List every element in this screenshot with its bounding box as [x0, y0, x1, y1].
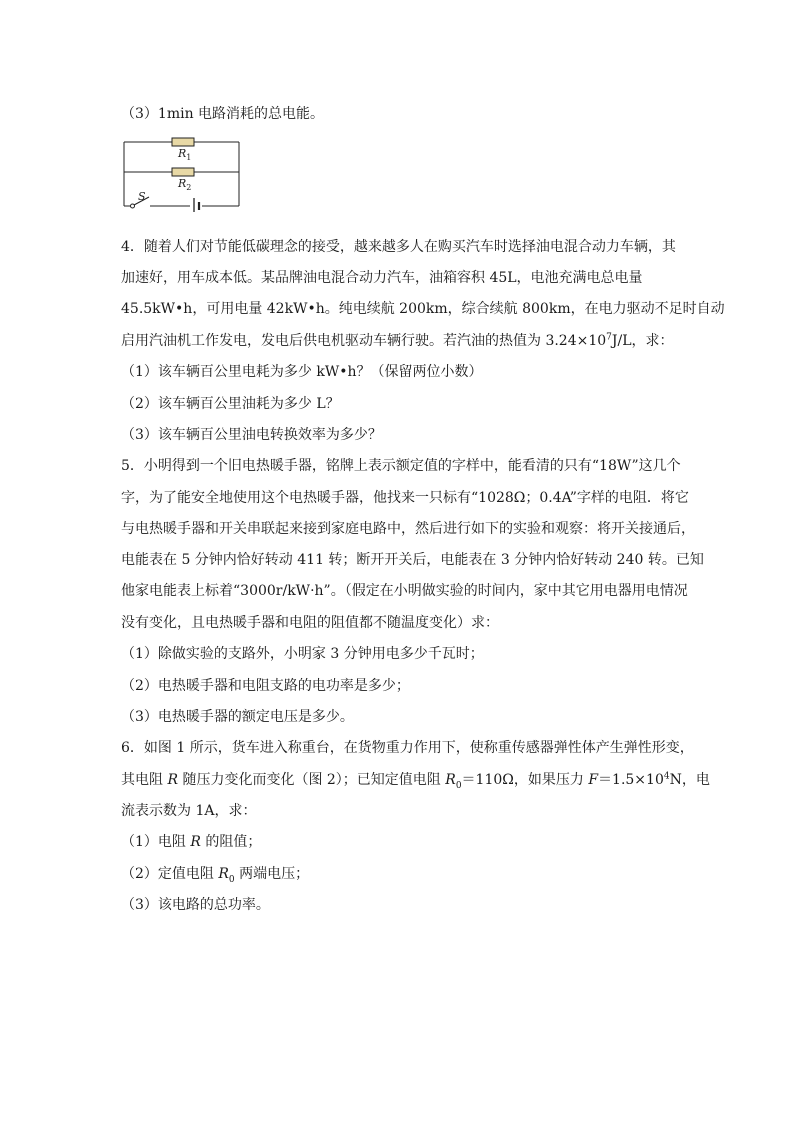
circuit-diagram: [118, 132, 242, 212]
r1-label: R: [178, 147, 187, 160]
q6-line1: 6．如图 1 所示，货车进入称重台，在货物重力作用下，使称重传感器弹性体产生弹性形变，: [121, 740, 694, 756]
q5-line6: 没有变化，且电热暖手器和电阻的阻值都不随温度变化）求：: [121, 615, 499, 631]
resistor-r2: [172, 168, 194, 176]
r2-subscript: 2: [186, 183, 192, 192]
q5-sub3: （3）电热暖手器的额定电压是多少。: [121, 709, 354, 725]
q6-sub2: （2）定值电阻 $R_0$ 两端电压；: [121, 866, 310, 885]
q5-line5: 他家电能表上标着“3000r/kW·h”。（假定在小明做实验的时间内，家中其它用电器用电情况: [121, 583, 688, 599]
q4-sub2: （2）该车辆百公里油耗为多少 L？: [121, 396, 340, 412]
switch-label: S: [138, 190, 146, 203]
q6-sub1: （1）电阻 R 的阻值；: [121, 834, 262, 850]
q3-item3: （3）1min 电路消耗的总电能。: [121, 106, 325, 122]
q4-line2: 加速好，用车成本低。某品牌油电混合动力汽车，油箱容积 45L，电池充满电总电量: [121, 270, 643, 286]
q5-sub2: （2）电热暖手器和电阻支路的电功率是多少；: [121, 678, 410, 694]
r2-label: R: [178, 177, 187, 190]
svg-text:R1: [177, 147, 191, 162]
q4-line1: 4．随着人们对节能低碳理念的接受，越来越多人在购买汽车时选择油电混合动力车辆，其: [121, 239, 676, 255]
q4-line3: 45.5kW•h，可用电量 42kW•h。纯电续航 200km，综合续航 800km，在电力驱动不足时自动: [121, 301, 725, 317]
q5-line1: 5．小明得到一个旧电热暖手器，铭牌上表示额定值的字样中，能看清的只有“18W”这几个: [121, 458, 681, 474]
q6-line2: 其电阻 R 随压力变化而变化（图 2）；已知定值电阻 $R_0=110\Omega$，如果压力 $F=1.5\times 10^4N$，电: [121, 771, 710, 791]
q6-line3: 流表示数为 1A，求：: [121, 803, 257, 819]
q5-line3: 与电热暖手器和开关串联起来接到家庭电路中，然后进行如下的实验和观察：将开关接通后，: [121, 521, 695, 537]
r1-subscript: 1: [186, 153, 192, 162]
q5-line2: 字，为了能安全地使用这个电热暖手器，他找来一只标有“1028Ω；0.4A”字样的电阻．将它: [121, 490, 689, 506]
switch-contact: [131, 204, 135, 208]
svg-text:R2: [177, 177, 191, 192]
resistor-r1: [172, 138, 194, 146]
q5-sub1: （1）除做实验的支路外，小明家 3 分钟用电多少千瓦时；: [121, 646, 484, 662]
q6-sub3: （3）该电路的总功率。: [121, 897, 270, 913]
q4-line4: 启用汽油机工作发电，发电后供电机驱动车辆行驶。若汽油的热值为 $3.24\times 10^7J/L$，求：: [121, 332, 674, 349]
q5-line4: 电能表在 5 分钟内恰好转动 411 转；断开开关后，电能表在 3 分钟内恰好转动 240 转。已知: [121, 552, 704, 568]
q4-sub1: （1）该车辆百公里电耗为多少 kW•h？（保留两位小数）: [121, 364, 483, 380]
superscript: 7: [606, 332, 612, 343]
q4-sub3: （3）该车辆百公里油电转换效率为多少？: [121, 427, 382, 443]
